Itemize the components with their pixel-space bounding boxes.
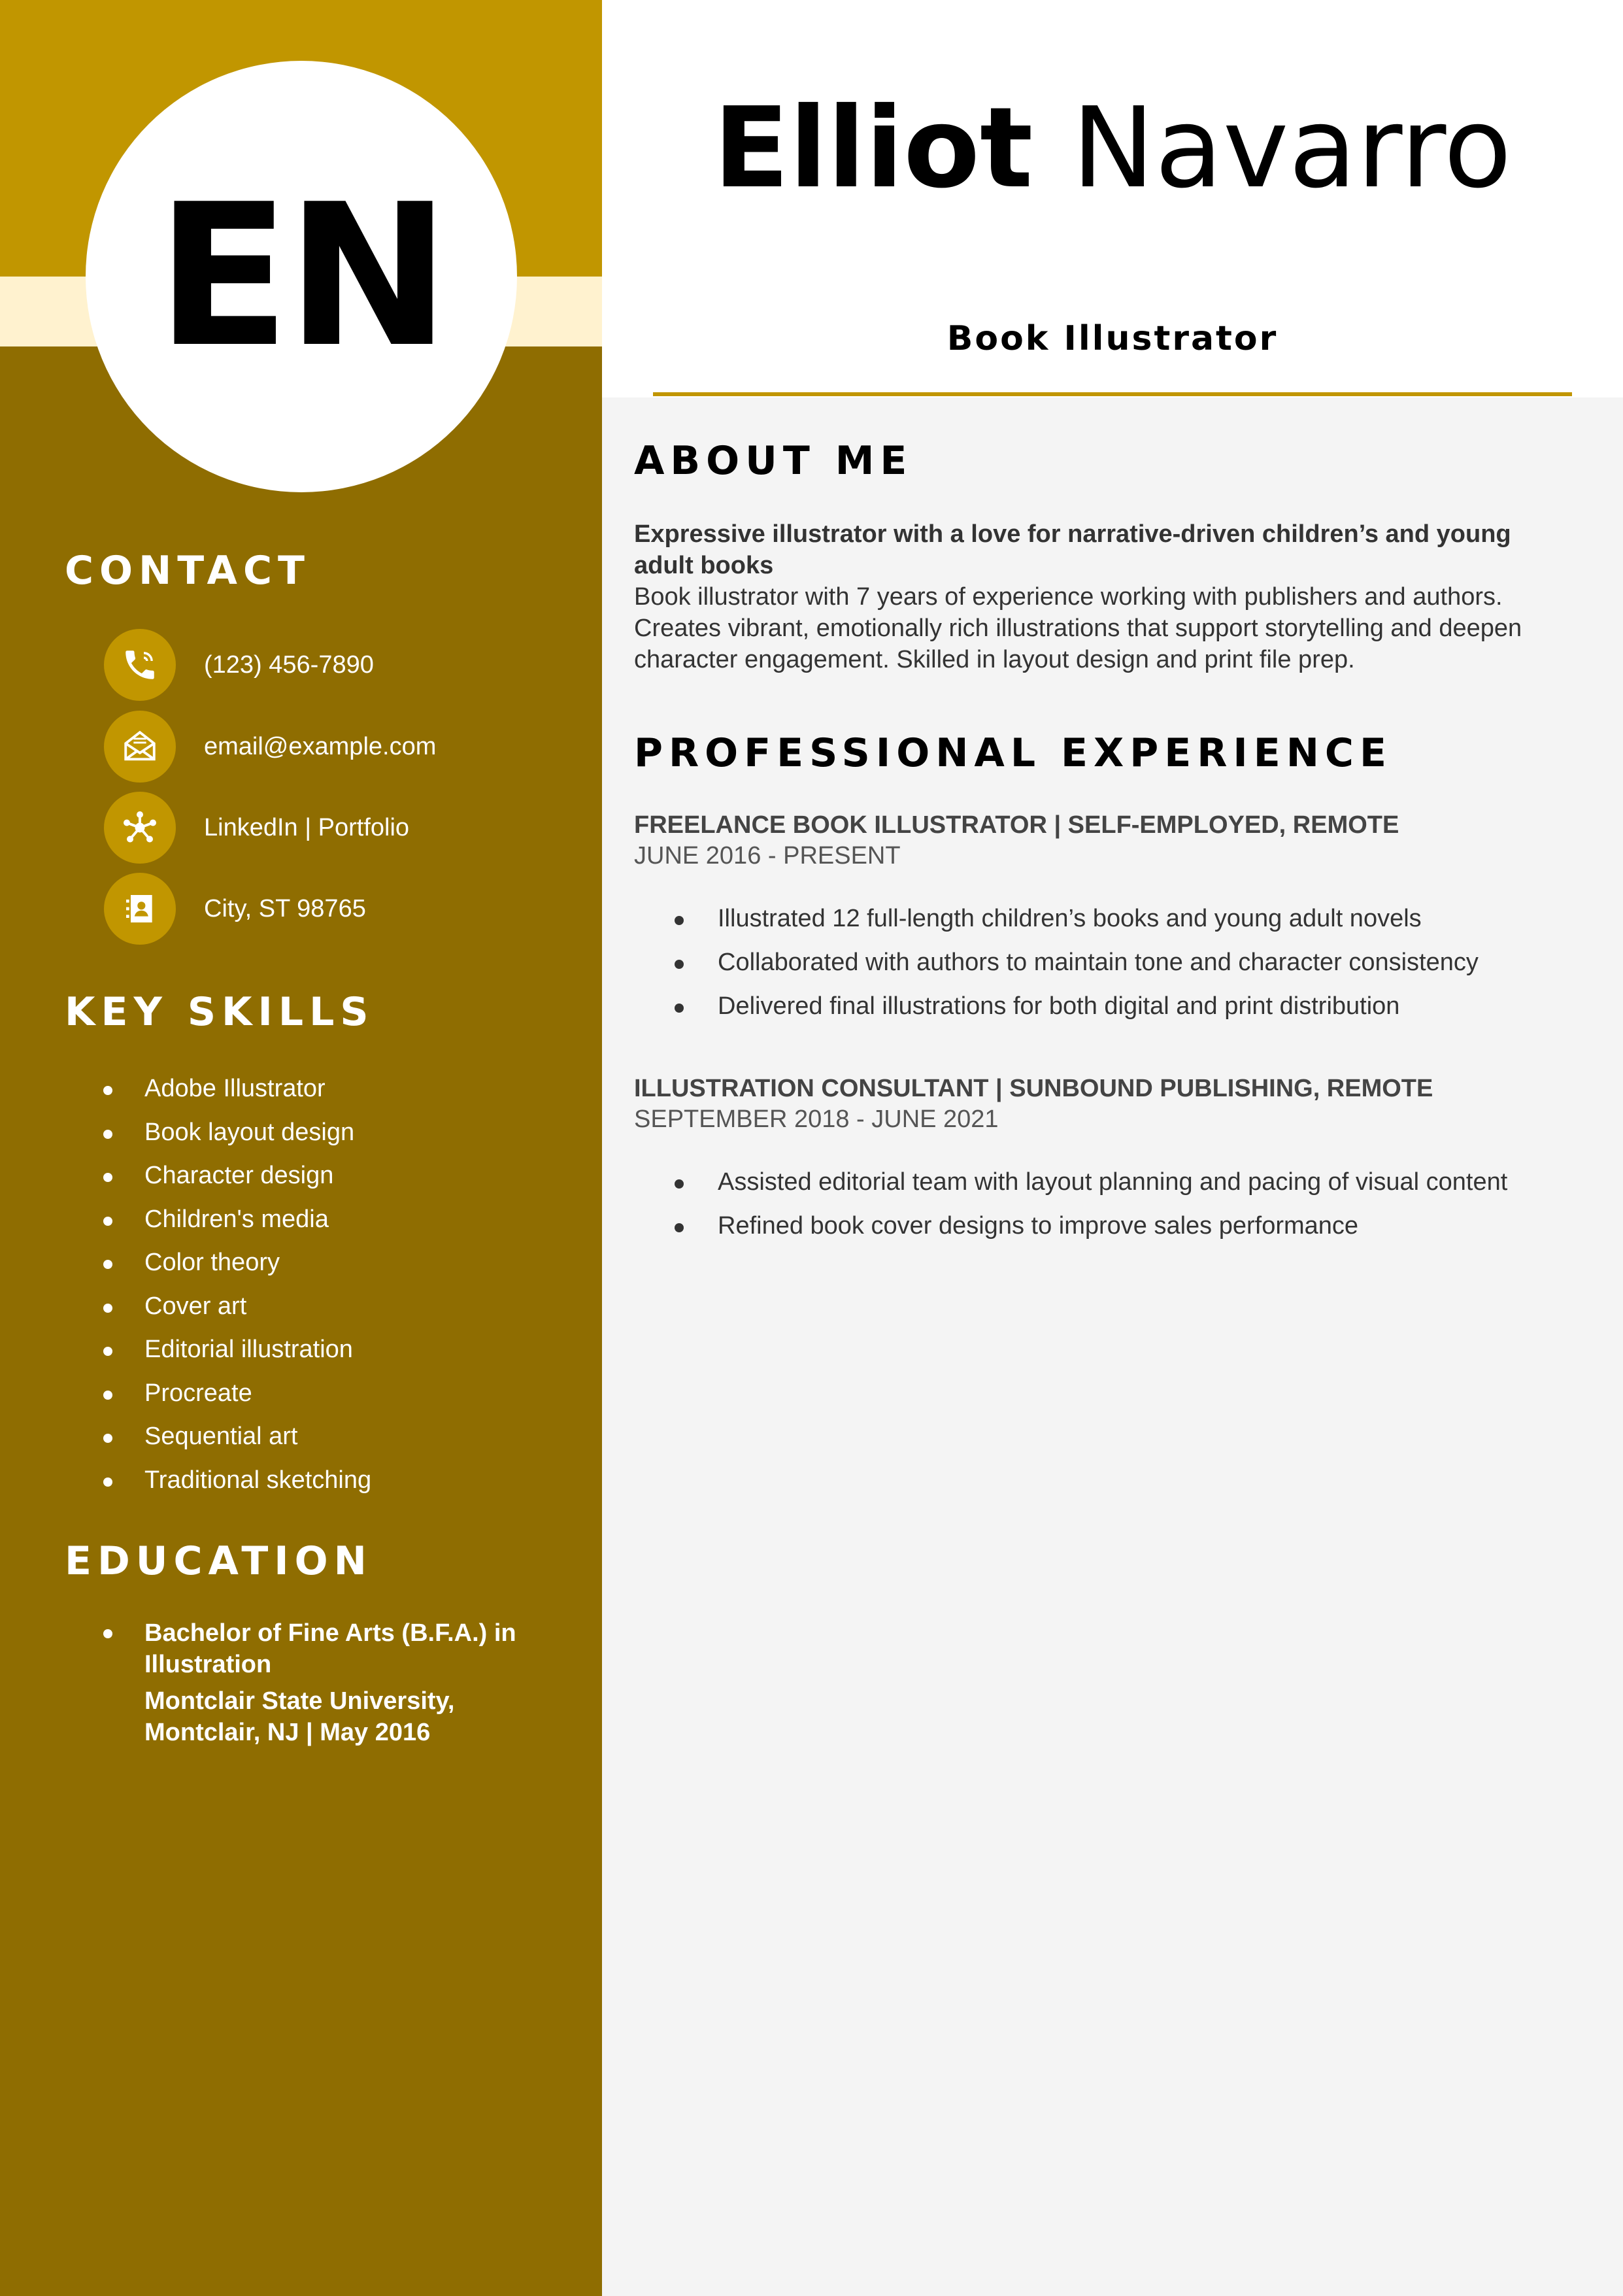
job-bullets [673,1160,1507,1248]
first-name: Elliot [713,84,1033,213]
education-heading: EDUCATION [65,1538,373,1584]
phone-icon [104,629,176,701]
address-book-icon [104,873,176,945]
email-address[interactable]: email@example.com [204,732,437,760]
job-bullet: Delivered final illustrations for both digital and print distribution [673,985,1479,1028]
contact-email [104,711,436,783]
skill-item: Character design [98,1154,371,1198]
education-list [98,1617,556,1748]
skill-item: Procreate [98,1372,371,1415]
job-dates: JUNE 2016 - PRESENT [634,842,901,869]
about-heading: ABOUT ME [634,438,913,484]
skills-list [98,1067,371,1502]
degree: Bachelor of Fine Arts (B.F.A.) in Illustration [144,1619,516,1678]
skill-item: Editorial illustration [98,1328,371,1372]
contact-heading: CONTACT [65,548,310,594]
contact-address [104,873,366,945]
candidate-name [602,84,1623,213]
phone-number[interactable]: (123) 456-7890 [204,650,374,679]
job-bullet: Refined book cover designs to improve sales performance [673,1204,1507,1248]
job-bullets [673,897,1479,1028]
contact-links [104,792,409,864]
skill-item: Color theory [98,1241,371,1285]
job-heading: FREELANCE BOOK ILLUSTRATOR | SELF-EMPLOYED, REMOTE [634,811,1399,839]
skill-item: Book layout design [98,1111,371,1155]
skill-item: Cover art [98,1285,371,1328]
monogram-circle [86,61,517,492]
monogram-initials: EN [156,162,446,390]
skills-heading: KEY SKILLS [65,989,375,1035]
linkedin-portfolio-link[interactable]: LinkedIn | Portfolio [204,813,410,841]
about-text [634,518,1562,675]
about-body: Book illustrator with 7 years of experience working with publishers and authors. Creates vibrant, emotionally rich illustrations that support storytelling and deepen character engagement. Skilled in layout design and print file prep. [634,583,1522,673]
job-dates: SEPTEMBER 2018 - JUNE 2021 [634,1106,999,1133]
job-bullet: Collaborated with authors to maintain tone and character consistency [673,941,1479,985]
skill-item: Adobe Illustrator [98,1067,371,1111]
last-name: Navarro [1071,84,1512,213]
email-icon [104,711,176,783]
job-title: Book Illustrator [946,319,1279,358]
job-bullet: Illustrated 12 full-length children’s books and young adult novels [673,897,1479,941]
address: City, ST 98765 [204,894,366,922]
network-icon [104,792,176,864]
skill-item: Sequential art [98,1415,371,1459]
job-bullet: Assisted editorial team with layout planning and pacing of visual content [673,1160,1507,1204]
about-headline: Expressive illustrator with a love for narrative-driven children’s and young adult books [634,520,1511,579]
header-divider [653,392,1572,396]
skill-item: Traditional sketching [98,1459,371,1502]
experience-heading: PROFESSIONAL EXPERIENCE [634,730,1392,776]
education-item [98,1617,556,1748]
job-heading: ILLUSTRATION CONSULTANT | SUNBOUND PUBLISHING, REMOTE [634,1075,1433,1102]
school: Montclair State University, Montclair, NJ | May 2016 [144,1687,455,1746]
contact-phone [104,629,374,701]
skill-item: Children's media [98,1198,371,1241]
